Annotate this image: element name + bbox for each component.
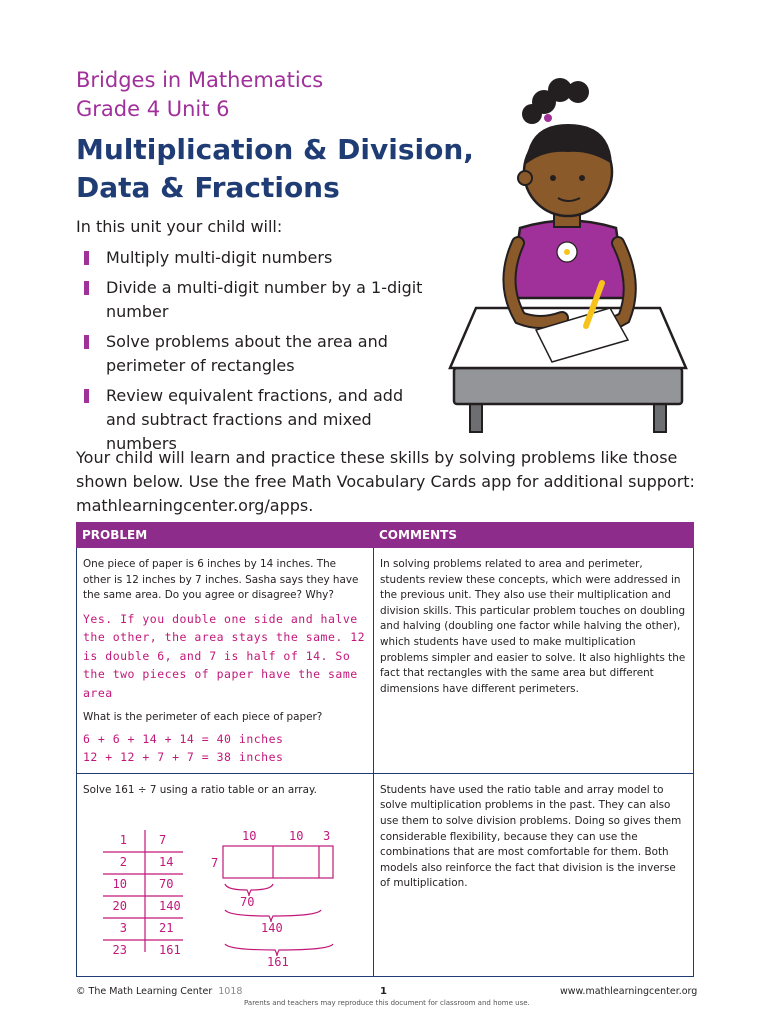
array-top-label: 3	[323, 829, 331, 844]
handwritten-answer: Yes. If you double one side and halve the other, the area stays the same. 12 is double 6, and 7 is half of 14. So the two pieces of paper have the same area	[83, 611, 366, 700]
skill-text: Multiply multi-digit numbers	[106, 248, 333, 267]
list-item	[82, 246, 432, 270]
comment-text: In solving problems related to area and perimeter, students review these concepts, which were addressed in the previous unit. They also use their multiplication and division skills. This particular problem touches on doubling and halving (doubling one factor while halving the other), which students have used to make multiplication problems simpler and easier to solve. It also highlights the fact that rectangles with the same area but different dimensions have different perimeters.	[380, 558, 686, 695]
intro-text: In this unit your child will:	[76, 217, 283, 236]
skill-text: Divide a multi-digit number by a 1-digit number	[106, 278, 423, 321]
comment-cell	[374, 773, 694, 977]
grade-unit: Grade 4 Unit 6	[76, 97, 230, 121]
brace-label: 140	[261, 921, 283, 936]
ratio-table-cell: 70	[159, 877, 174, 892]
array-side-label: 7	[211, 856, 219, 871]
ratio-table-cell: 23	[112, 943, 127, 958]
problem-text: One piece of paper is 6 inches by 14 inches. The other is 12 inches by 7 inches. Sasha says they have the same area. Do you agree or disagree? Why?	[83, 558, 359, 602]
brace-label: 161	[267, 955, 289, 970]
body-paragraph: Your child will learn and practice these skills by solving problems like those shown below. Use the free Math Vocabulary Cards app for additional support: mathlearningcenter.org/apps.	[76, 448, 695, 515]
handwritten-equation: 6 + 6 + 14 + 14 = 40 inches	[83, 731, 284, 746]
reproduction-note: Parents and teachers may reproduce this document for classroom and home use.	[244, 999, 530, 1007]
page-title	[76, 131, 474, 207]
ratio-table-cell: 1	[119, 833, 127, 848]
comments-column-header: COMMENTS	[374, 523, 694, 548]
problem-text: Solve 161 ÷ 7 using a ratio table or an array.	[83, 783, 317, 796]
ratio-table-cell: 2	[119, 855, 127, 870]
title-line-1: Multiplication & Division,	[76, 133, 474, 166]
skill-text: Review equivalent fractions, and add and subtract fractions and mixed numbers	[106, 386, 404, 453]
bullet-marker	[84, 281, 89, 295]
website-link[interactable]: www.mathlearningcenter.org	[560, 986, 698, 997]
title-line-2: Data & Fractions	[76, 171, 340, 204]
ratio-table-cell: 20	[112, 899, 127, 914]
comment-cell	[374, 548, 694, 774]
brace-label: 70	[240, 895, 255, 910]
ratio-table-cell: 7	[159, 833, 167, 848]
problems-table	[76, 522, 694, 977]
ratio-table-cell: 21	[159, 921, 174, 936]
series-header	[76, 66, 323, 124]
list-item	[82, 330, 432, 378]
problem-column-header: PROBLEM	[77, 523, 374, 548]
document-number: 1018	[218, 986, 243, 997]
ratio-table-cell: 10	[112, 877, 127, 892]
footer-copyright	[76, 986, 242, 997]
array-top-label: 10	[242, 829, 257, 844]
page-number: 1	[380, 986, 387, 997]
copyright-text: © The Math Learning Center	[76, 986, 213, 997]
array-top-label: 10	[289, 829, 304, 844]
bullet-marker	[84, 389, 89, 403]
table-row	[77, 773, 694, 977]
problem-cell	[77, 548, 374, 774]
list-item	[82, 276, 432, 324]
ratio-table-cell: 14	[159, 855, 174, 870]
bullet-marker	[84, 335, 89, 349]
table-row	[77, 548, 694, 774]
ratio-table-and-array-work	[83, 804, 363, 958]
handwritten-equation: 12 + 12 + 7 + 7 = 38 inches	[83, 750, 284, 765]
series-name: Bridges in Mathematics	[76, 68, 324, 92]
skills-list	[82, 246, 432, 462]
girl-at-desk-illustration	[440, 68, 696, 432]
ratio-table-cell: 3	[119, 921, 127, 936]
problem-question: What is the perimeter of each piece of paper?	[83, 711, 323, 724]
ratio-table-cell: 161	[159, 943, 181, 958]
ratio-table-cell: 140	[159, 899, 181, 914]
comment-text: Students have used the ratio table and array model to solve multiplication problems in the past. They can also use them to solve division problems. Doing so gives them considerable flexibility, because they can use the combinations that are most comfortable for them. Both models also reinforce the fact that division is the inverse of multiplication.	[380, 783, 682, 890]
skill-text: Solve problems about the area and perimeter of rectangles	[106, 332, 388, 375]
problem-cell	[77, 773, 374, 977]
bullet-marker	[84, 251, 89, 265]
